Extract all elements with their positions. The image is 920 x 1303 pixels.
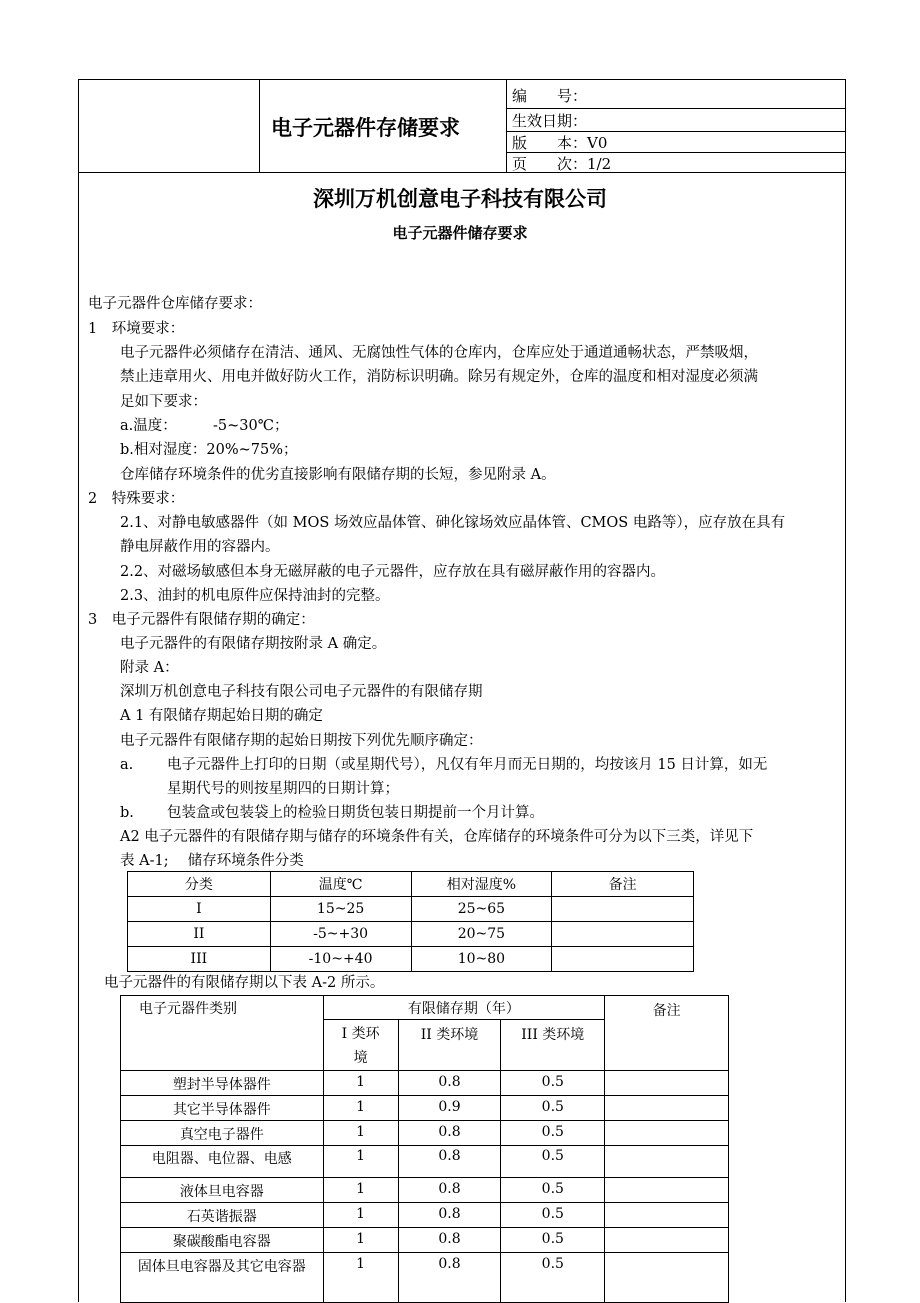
table-cell: 石英谐振器	[121, 1203, 324, 1228]
table-row	[128, 872, 694, 897]
table-cell: 0.5	[501, 1203, 605, 1228]
table-row	[121, 1071, 729, 1096]
section-3-title: 3 电子元器件有限储存期的确定：	[88, 612, 315, 628]
document-title: 电子元器件存储要求	[271, 116, 460, 140]
section-2-1: 静电屏蔽作用的容器内。	[120, 539, 280, 555]
table-cell: 聚碳酸酯电容器	[121, 1228, 324, 1253]
table-cell: 固体旦电容器及其它电容器	[121, 1253, 324, 1303]
header-row-line	[506, 108, 846, 109]
document-subtitle: 电子元器件储存要求	[392, 224, 528, 242]
table-header-cell: 备注	[552, 872, 694, 897]
table-a1	[127, 871, 694, 972]
table-cell	[605, 1071, 729, 1096]
table-cell: 1	[323, 1228, 398, 1253]
table-cell: 其它半导体器件	[121, 1096, 324, 1121]
table-cell	[605, 1253, 729, 1303]
table-cell	[605, 1146, 729, 1178]
table-row	[121, 1178, 729, 1203]
table-cell	[605, 1203, 729, 1228]
table-cell: III	[128, 947, 271, 972]
table-header-cell: III 类环境	[501, 1020, 605, 1071]
section-1-paragraph: 足如下要求：	[120, 394, 207, 410]
table-row	[128, 897, 694, 922]
table-cell	[605, 1228, 729, 1253]
appendix-title: 深圳万机创意电子科技有限公司电子元器件的有限储存期	[120, 684, 483, 700]
table-cell: 塑封半导体器件	[121, 1071, 324, 1096]
table-cell: 电阻器、电位器、电感	[121, 1146, 324, 1178]
table-cell: 0.5	[501, 1178, 605, 1203]
a1-paragraph: 电子元器件有限储存期的起始日期按下列优先顺序确定：	[120, 733, 483, 749]
section-2-3: 2.3、油封的机电原件应保持油封的完整。	[120, 588, 390, 604]
table-row	[121, 996, 729, 1020]
table-row	[121, 1253, 729, 1303]
field-number	[512, 85, 587, 106]
table-cell: 0.8	[398, 1121, 501, 1146]
field-effective-date-label: 生效日期：	[512, 112, 588, 130]
table-cell: 0.8	[398, 1253, 501, 1303]
table-cell: 0.9	[398, 1096, 501, 1121]
a1-item-a: 电子元器件上打印的日期（或星期代号），凡仅有年月而无日期的，均按该月 15 日计算，如无	[167, 757, 768, 773]
section-2-title: 2 特殊要求：	[88, 491, 185, 507]
table-row	[128, 922, 694, 947]
table-header-cell: 分类	[128, 872, 271, 897]
table-header-cell: I 类环境	[323, 1020, 398, 1071]
table-cell: 1	[323, 1146, 398, 1178]
table-cell: 1	[323, 1203, 398, 1228]
table-cell: 0.8	[398, 1228, 501, 1253]
table-row	[121, 1096, 729, 1121]
table-cell: 0.5	[501, 1228, 605, 1253]
a1-title: A 1 有限储存期起始日期的确定	[120, 708, 323, 724]
table-row	[121, 1146, 729, 1178]
table-cell	[552, 897, 694, 922]
header-bottom-line	[79, 172, 846, 173]
intro-text: 电子元器件仓库储存要求：	[88, 296, 262, 312]
field-version-value: V0	[587, 134, 608, 152]
section-1-paragraph: 禁止违章用火、用电并做好防火工作，消防标识明确。除另有规定外，仓库的温度和相对湿度必须满	[120, 369, 758, 385]
table-cell: 10~80	[411, 947, 552, 972]
temperature-requirement: a.温度： -5~30℃；	[120, 418, 289, 434]
section-2-1: 2.1、对静电敏感器件（如 MOS 场效应晶体管、砷化镓场效应晶体管、CMOS 电路等），应存放在具有	[120, 515, 786, 531]
table-header-cell: II 类环境	[398, 1020, 501, 1071]
table-cell	[605, 1121, 729, 1146]
field-effective-date	[512, 110, 587, 131]
table-cell: 0.5	[501, 1146, 605, 1178]
company-name: 深圳万机创意电子科技有限公司	[313, 187, 607, 211]
table-a2-intro: 电子元器件的有限储存期以下表 A-2 所示。	[104, 975, 385, 991]
table-cell: II	[128, 922, 271, 947]
section-3-paragraph: 电子元器件的有限储存期按附录 A 确定。	[120, 636, 387, 652]
section-1-note: 仓库储存环境条件的优劣直接影响有限储存期的长短，参见附录 A。	[120, 467, 556, 483]
table-row	[121, 1203, 729, 1228]
table-header-cell: 备注	[605, 996, 729, 1071]
humidity-requirement: b.相对湿度：20%~75%；	[120, 442, 298, 458]
header-divider-right	[506, 80, 507, 172]
field-version	[512, 132, 607, 153]
section-2-2: 2.2、对磁场敏感但本身无磁屏蔽的电子元器件，应存放在具有磁屏蔽作用的容器内。	[120, 564, 666, 580]
table-cell: 25~65	[411, 897, 552, 922]
table-cell: 真空电子器件	[121, 1121, 324, 1146]
field-number-label: 编 号：	[512, 87, 588, 105]
table-cell: 0.8	[398, 1203, 501, 1228]
table-cell: 1	[323, 1121, 398, 1146]
a2-paragraph: 表 A-1; 储存环境条件分类	[120, 853, 304, 869]
table-a2	[120, 995, 729, 1303]
header-divider-left	[259, 80, 260, 172]
table-cell	[552, 922, 694, 947]
table-header-cell: 温度℃	[270, 872, 411, 897]
field-page-label: 页 次：	[512, 155, 588, 173]
table-cell	[552, 947, 694, 972]
table-cell: 0.8	[398, 1178, 501, 1203]
a1-item-b-label: b.	[120, 805, 134, 821]
section-1-paragraph: 电子元器件必须储存在清洁、通风、无腐蚀性气体的仓库内，仓库应处于通道通畅状态，严禁吸烟，	[120, 345, 758, 361]
field-version-label: 版 本：	[512, 134, 588, 152]
table-header-cell: 有限储存期（年）	[323, 996, 605, 1020]
a1-item-b: 包装盒或包装袋上的检验日期货包装日期提前一个月计算。	[167, 805, 544, 821]
table-row	[121, 1121, 729, 1146]
table-cell: 1	[323, 1253, 398, 1303]
table-cell: 0.5	[501, 1121, 605, 1146]
field-page-value: 1/2	[587, 155, 612, 173]
field-page	[512, 153, 611, 174]
table-cell: 0.8	[398, 1146, 501, 1178]
a1-item-a-label: a.	[120, 757, 134, 773]
section-1-title: 1 环境要求：	[88, 321, 185, 337]
table-row	[128, 947, 694, 972]
table-cell: -5~+30	[270, 922, 411, 947]
table-cell: I	[128, 897, 271, 922]
table-cell: 0.8	[398, 1071, 501, 1096]
table-cell: 0.5	[501, 1071, 605, 1096]
table-header-cell: 电子元器件类别	[121, 996, 324, 1071]
table-cell: 15~25	[270, 897, 411, 922]
table-cell: 20~75	[411, 922, 552, 947]
table-cell	[605, 1178, 729, 1203]
appendix-label: 附录 A：	[120, 660, 179, 676]
a1-item-a: 星期代号的则按星期四的日期计算；	[167, 781, 399, 797]
a2-paragraph: A2 电子元器件的有限储存期与储存的环境条件有关，仓库储存的环境条件可分为以下三类，详见下	[120, 829, 754, 845]
table-cell: 液体旦电容器	[121, 1178, 324, 1203]
table-cell: 1	[323, 1071, 398, 1096]
table-cell: -10~+40	[270, 947, 411, 972]
table-cell	[605, 1096, 729, 1121]
table-cell: 1	[323, 1178, 398, 1203]
table-cell: 0.5	[501, 1096, 605, 1121]
table-header-cell: 相对湿度%	[411, 872, 552, 897]
table-cell: 0.5	[501, 1253, 605, 1303]
table-row	[121, 1228, 729, 1253]
table-cell: 1	[323, 1096, 398, 1121]
